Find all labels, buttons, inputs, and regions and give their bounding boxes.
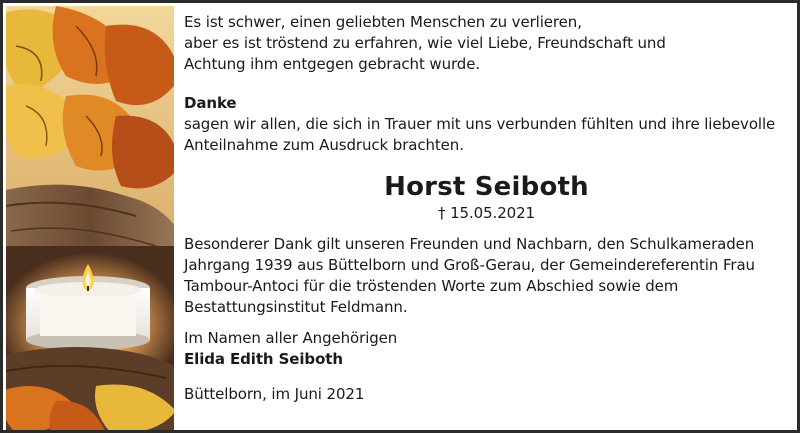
signature-intro: Im Namen aller Angehörigen [184,329,398,347]
death-date: † 15.05.2021 [438,204,535,222]
special-thanks-line: Bestattungsinstitut Feldmann. [184,298,408,316]
special-thanks [184,234,789,318]
special-thanks-line: Tambour-Antoci für die tröstenden Worte zum Abschied sowie dem [184,277,679,295]
thanks-line: Anteilnahme zum Ausdruck brachten. [184,136,464,154]
special-thanks-line: Jahrgang 1939 aus Büttelborn und Groß-Gerau, der Gemeindereferentin Frau [184,256,755,274]
place-date: Büttelborn, im Juni 2021 [184,385,365,403]
opening-line: aber es ist tröstend zu erfahren, wie viel Liebe, Freundschaft und [184,34,666,52]
opening-line: Es ist schwer, einen geliebten Menschen zu verlieren, [184,13,582,31]
opening-line: Achtung ihm entgegen gebracht wurde. [184,55,481,73]
deceased-name: Horst Seiboth [384,172,589,202]
thanks-heading: Danke [184,94,237,112]
opening-quote [184,12,789,75]
special-thanks-line: Besonderer Dank gilt unseren Freunden und Nachbarn, den Schulkameraden [184,235,755,253]
autumn-candle-photo [6,6,174,433]
signature-name: Elida Edith Seiboth [184,350,343,368]
obituary-text [184,12,789,405]
thanks-line: sagen wir allen, die sich in Trauer mit uns verbunden fühlten und ihre liebevolle [184,115,776,133]
